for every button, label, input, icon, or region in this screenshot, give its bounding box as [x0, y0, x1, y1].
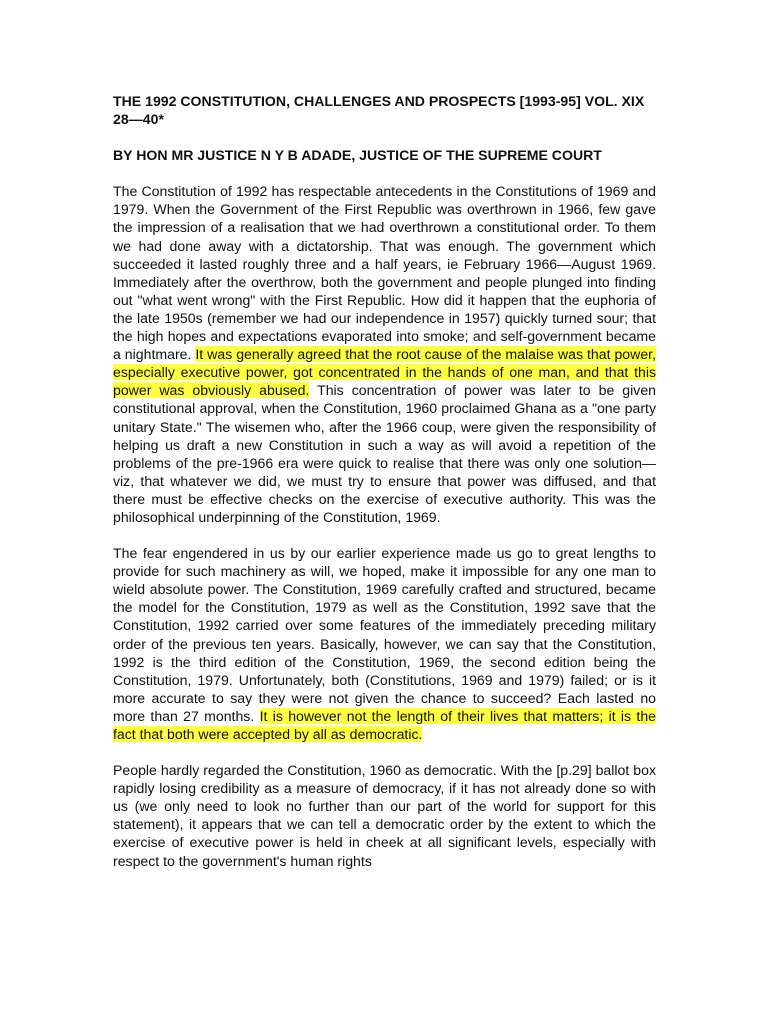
paragraph-2-highlight: It is however not the length of their lives that matters; it is the fact that both were accepted by all as democratic. [113, 707, 656, 742]
paragraph-1-text-a: The Constitution of 1992 has respectable antecedents in the Constitutions of 1969 and 1979. When the Government of the First Republic was overthrown in 1966, few gave the impression of a realisation that we had overthrown a constitutional order. To them we had done away with a dictatorship. That was enough. The government which succeeded it lasted roughly three and a half years, ie February 1966—August 1969. Immediately after the overthrow, both the government and people plunged into finding out "what went wrong" with the First Republic. How did it happen that the euphoria of the late 1950s (remember we had our independence in 1957) quickly turned sour; that the high hopes and expectations evaporated into smoke; and self-government became a nightmare. [113, 183, 656, 363]
paragraph-1-highlight: It was generally agreed that the root cause of the malaise was that power, especially executive power, got concentrated in the hands of one man, and that this power was obviously abused. [113, 346, 656, 399]
paragraph-3 [113, 761, 656, 870]
document-title: THE 1992 CONSTITUTION, CHALLENGES AND PROSPECTS [1993-95] VOL. XIX 28—40* [113, 93, 645, 128]
paragraph-3-text-a: People hardly regarded the Constitution, 1960 as democratic. With the [p.29] ballot box rapidly losing credibility as a measure of democracy, if it has not already done so with us (we only need to look no further than our part of the world for support for this statement), it appears that we can tell a democratic order by the extent to which the exercise of executive power is held in cheek at all significant levels, especially with respect to the government's human rights [113, 762, 656, 869]
paragraph-2-text-a: The fear engendered in us by our earlier experience made us go to great lengths to provide for such machinery as will, we hoped, make it impossible for any one man to wield absolute power. The Constitution, 1969 carefully crafted and structured, became the model for the Constitution, 1979 as well as the Constitution, 1992 save that the Constitution, 1992 carried over some features of the immediately preceding military order of the previous ten years. Basically, however, we can say that the Constitution, 1992 is the third edition of the Constitution, 1969, the second edition being the Constitution, 1979. Unfortunately, both (Constitutions, 1969 and 1979) failed; or is it more accurate to say they were not given the chance to succeed? Each lasted no more than 27 months. [113, 545, 656, 724]
paragraph-2 [113, 544, 656, 743]
document-byline: BY HON MR JUSTICE N Y B ADADE, JUSTICE OF THE SUPREME COURT [113, 147, 602, 164]
document-page [113, 92, 656, 888]
paragraph-1 [113, 182, 656, 526]
paragraph-1-text-b: This concentration of power was later to be given constitutional approval, when the Constitution, 1960 proclaimed Ghana as a "one party unitary State." The wisemen who, after the 1966 coup, were given the responsibility of helping us draft a new Constitution in such a way as will avoid a repetition of the problems of the pre-1966 era were quick to realise that there was only one solution—viz, that whatever we did, we must try to ensure that power was diffused, and that there must be effective checks on the exercise of executive authority. This was the philosophical underpinning of the Constitution, 1969. [113, 382, 656, 525]
